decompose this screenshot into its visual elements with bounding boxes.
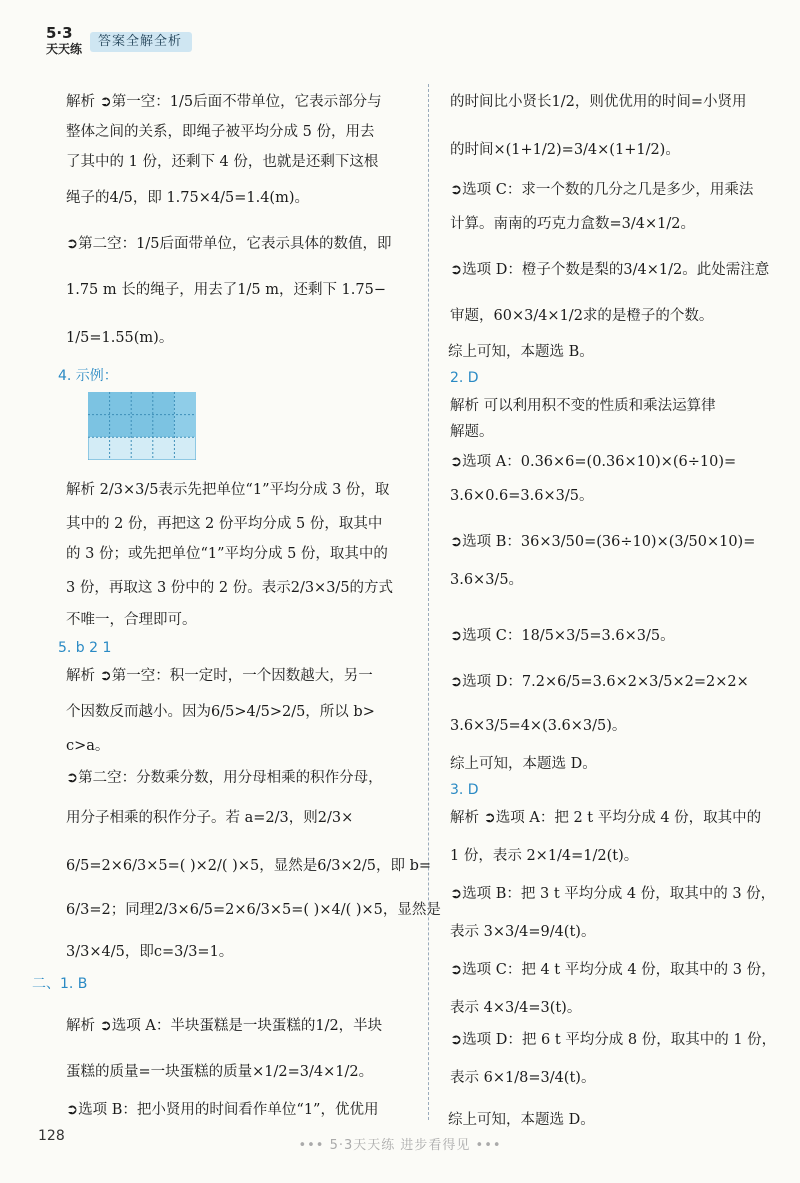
question-number: 2. D [450,370,479,386]
page-number: 128 [38,1128,65,1144]
text-line: 用分子相乘的积作分子。若 a=2/3，则2/3× [66,810,354,826]
footer-slogan: ••• 5·3天天练 进步看得见 ••• [298,1138,502,1153]
text-line: 3.6×3/5=4×(3.6×3/5)。 [450,718,627,734]
text-line: 6/3=2；同理2/3×6/5=2×6/3×5=( )×4/( )×5，显然是 [66,902,441,918]
text-line: ➲选项 C：18/5×3/5=3.6×3/5。 [450,628,675,644]
text-line: 解析 ➲第一空：积一定时，一个因数越大，另一 [66,668,373,684]
text-line: 绳子的4/5，即 1.75×4/5=1.4(m)。 [66,190,309,206]
text-line: 的时间×(1+1/2)=3/4×(1+1/2)。 [450,142,680,158]
text-line: 1/5=1.55(m)。 [66,330,174,346]
question-number: 3. D [450,782,479,798]
text-line: 不唯一，合理即可。 [66,612,197,628]
text-line: 解析 2/3×3/5表示先把单位“1”平均分成 3 份，取 [66,482,390,498]
text-line: ➲选项 B：把 3 t 平均分成 4 份，取其中的 3 份， [450,886,776,902]
text-line: ➲选项 B：把小贤用的时间看作单位“1”，优优用 [66,1102,379,1118]
text-line: 的时间比小贤长1/2，则优优用的时间=小贤用 [450,94,747,110]
text-line: 综上可知，本题选 D。 [450,756,597,772]
text-line: ➲选项 D：橙子个数是梨的3/4×1/2。此处需注意 [450,262,770,278]
text-line: ➲选项 C：把 4 t 平均分成 4 份，取其中的 3 份， [450,962,776,978]
text-line: 解题。 [450,424,494,440]
text-line: 解析 ➲选项 A：把 2 t 平均分成 4 份，取其中的 [450,810,762,826]
text-line: ➲选项 D：把 6 t 平均分成 8 份，取其中的 1 份， [450,1032,777,1048]
text-line: 其中的 2 份，再把这 2 份平均分成 5 份，取其中 [66,516,383,532]
text-line: ➲选项 C：求一个数的几分之几是多少，用乘法 [450,182,754,198]
text-line: 计算。南南的巧克力盒数=3/4×1/2。 [450,216,695,232]
text-line: 综上可知，本题选 B。 [448,344,594,360]
text-line: 的 3 份；或先把单位“1”平均分成 5 份，取其中的 [66,546,388,562]
text-line: 1 份，表示 2×1/4=1/2(t)。 [450,848,639,864]
text-line: ➲第二空：分数乘分数，用分母相乘的积作分母， [66,770,383,786]
text-line: 表示 3×3/4=9/4(t)。 [450,924,596,940]
text-line: ➲第二空：1/5后面带单位，它表示具体的数值，即 [66,236,392,252]
fraction-grid-figure [88,392,196,460]
text-line: 蛋糕的质量=一块蛋糕的质量×1/2=3/4×1/2。 [66,1064,374,1080]
text-line: 解析 可以利用积不变的性质和乘法运算律 [450,398,716,414]
text-line: 解析 ➲选项 A：半块蛋糕是一块蛋糕的1/2，半块 [66,1018,383,1034]
text-line: 6/5=2×6/3×5=( )×2/( )×5，显然是6/3×2/5，即 b= [66,858,432,874]
text-line: ➲选项 B：36×3/50=(36÷10)×(3/50×10)= [450,534,756,550]
text-line: c>a。 [66,738,110,754]
brand-logo [44,22,86,56]
section-tag: 答案全解全析 [90,32,192,52]
text-line: 解析 ➲第一空：1/5后面不带单位，它表示部分与 [66,94,382,110]
text-line: 个因数反而越小。因为6/5>4/5>2/5，所以 b> [66,704,375,720]
text-line: 了其中的 1 份，还剩下 4 份，也就是还剩下这根 [66,154,379,170]
text-line: 1.75 m 长的绳子，用去了1/5 m，还剩下 1.75− [66,282,386,298]
text-line: 3/3×4/5，即c=3/3=1。 [66,944,234,960]
question-number: 5. b 2 1 [58,640,112,656]
question-number: 4. 示例： [58,368,118,384]
text-line: 整体之间的关系，即绳子被平均分成 5 份，用去 [66,124,375,140]
question-number: 二、1. B [32,976,88,992]
text-line: 3 份，再取这 3 份中的 2 份。表示2/3×3/5的方式 [66,580,394,596]
text-line: 综上可知，本题选 D。 [448,1112,595,1128]
text-line: 表示 6×1/8=3/4(t)。 [450,1070,596,1086]
svg-text:天天练: 天天练 [46,42,83,56]
column-divider [428,84,429,1120]
svg-text:5·3: 5·3 [46,24,73,42]
text-line: 表示 4×3/4=3(t)。 [450,1000,582,1016]
text-line: 3.6×3/5。 [450,572,524,588]
text-line: ➲选项 D：7.2×6/5=3.6×2×3/5×2=2×2× [450,674,749,690]
text-line: 审题，60×3/4×1/2求的是橙子的个数。 [450,308,714,324]
text-line: ➲选项 A：0.36×6=(0.36×10)×(6÷10)= [450,454,737,470]
text-line: 3.6×0.6=3.6×3/5。 [450,488,594,504]
